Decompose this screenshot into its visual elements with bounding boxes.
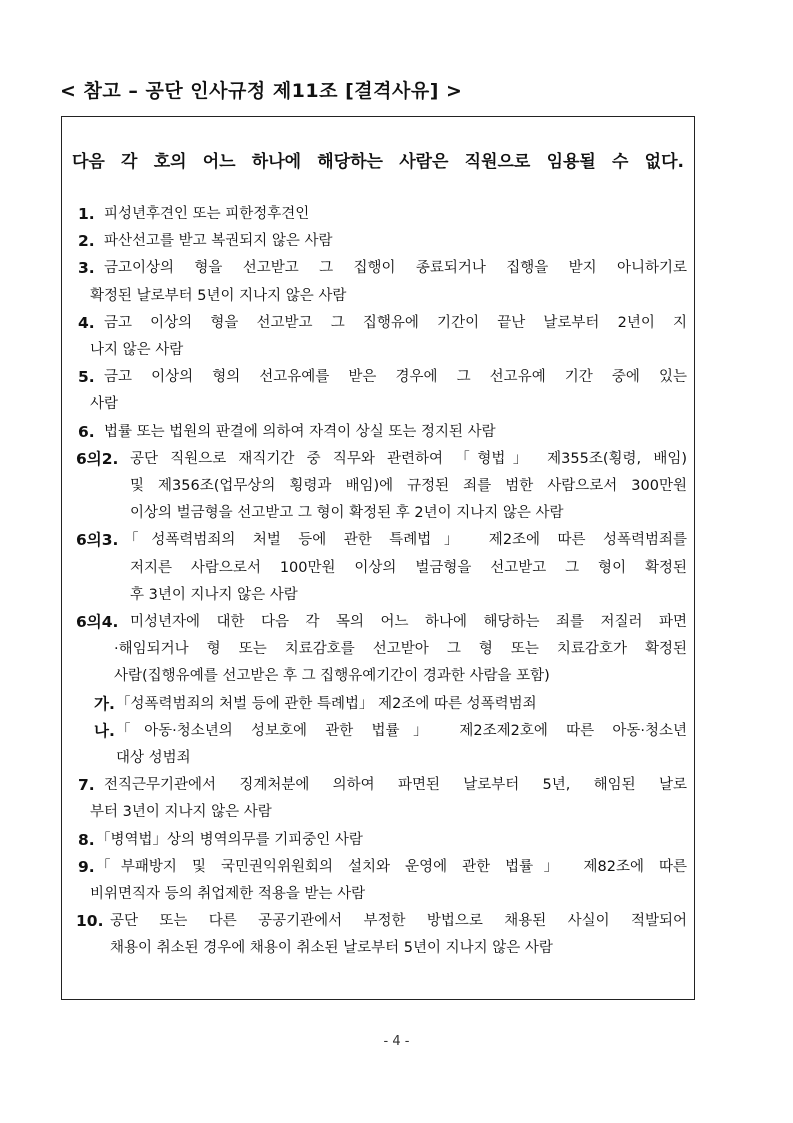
item-number: 10. [76,912,104,931]
item-text-line: 대상 성범죄 [116,750,191,767]
item-text-line: 금고 이상의 형의 선고유예를 받은 경우에 그 선고유예 기간 중에 있는 [104,369,687,386]
list-item [62,908,696,962]
item-text-line: 「부패방지 및 국민권익위원회의 설치와 운영에 관한 법률」 제82조에 따른 [96,858,687,875]
item-text-line: 확정된 날로부터 5년이 지나지 않은 사람 [90,287,347,304]
item-text-line: 금고이상의 형을 선고받고 그 집행이 종료되거나 집행을 받지 아니하기로 [104,260,687,277]
list-item [62,419,696,446]
item-text-line: ·해임되거나 형 또는 치료감호를 선고받아 그 형 또는 치료감호가 확정된 [114,641,687,658]
list-item [62,255,696,309]
item-number: 6의4. [76,613,119,632]
item-number: 9. [78,857,95,876]
item-number: 6의3. [76,531,119,550]
intro-text: 다음 각 호의 어느 하나에 해당하는 사람은 직원으로 임용될 수 없다. [72,152,684,172]
item-number: 6의2. [76,449,119,468]
item-number: 8. [78,830,95,849]
list-item [62,691,696,718]
item-list [62,201,696,963]
item-text-line: 공단 또는 다른 공공기관에서 부정한 방법으로 채용된 사실이 적발되어 [110,913,687,930]
item-number: 3. [78,259,95,278]
item-number: 5. [78,368,95,387]
item-number: 2. [78,232,95,251]
item-text-line: 비위면직자 등의 취업제한 적용을 받는 사람 [90,886,366,903]
item-text-line: 「병역법」상의 병역의무를 기피중인 사람 [96,831,363,848]
item-text-line: 후 3년이 지나지 않은 사람 [130,586,298,603]
item-number: 가. [94,694,115,713]
list-item [62,772,696,826]
item-number: 7. [78,776,95,795]
item-text-line: 및 제356조(업무상의 횡령과 배임)에 규정된 죄를 범한 사람으로서 300만원 [130,478,687,495]
list-item [62,310,696,364]
item-text-line: 금고 이상의 형을 선고받고 그 집행유에 기간이 끝난 날로부터 2년이 지 [104,314,687,331]
item-number: 1. [78,205,95,223]
list-item [62,827,696,854]
item-number: 6. [78,422,95,441]
list-item [62,228,696,255]
item-text-line: 채용이 취소된 경우에 채용이 취소된 날로부터 5년이 지나지 않은 사람 [110,940,553,957]
item-text-line: 「성폭력범죄의 처벌 등에 관한 특례법」 제2조에 따른 성폭력범죄를 [124,532,687,549]
item-text-line: 나지 않은 사람 [90,342,184,359]
item-number: 나. [94,721,115,740]
item-text-line: 사람 [90,396,119,413]
list-item [62,201,696,228]
list-item [62,718,696,772]
list-item [62,364,696,418]
item-text-line: 저지른 사람으로서 100만원 이상의 벌금형을 선고받고 그 형이 확정된 [130,559,687,576]
item-text-line: 사람(집행유예를 선고받은 후 그 집행유예기간이 경과한 사람을 포함) [114,668,550,685]
item-text-line: 「성폭력범죄의 처벌 등에 관한 특례법」 제2조에 따른 성폭력범죄 [116,695,537,712]
item-text-line: 공단 직원으로 재직기간 중 직무와 관련하여 「형법」 제355조(횡령, 배임) [130,450,687,467]
item-text-line: 미성년자에 대한 다음 각 목의 어느 하나에 해당하는 죄를 저질러 파면 [130,614,687,631]
list-item [62,854,696,908]
item-text-line: 파산선고를 받고 복권되지 않은 사람 [104,233,333,250]
page-title: < 참고 – 공단 인사규정 제11조 [결격사유] > [60,80,463,102]
item-text-line: 전직근무기관에서 징계처분에 의하여 파면된 날로부터 5년, 해임된 날로 [104,777,687,794]
list-item [62,446,696,528]
item-text-line: 부터 3년이 지나지 않은 사람 [90,804,272,821]
item-text-line: 법률 또는 법원의 판결에 의하여 자격이 상실 또는 정지된 사람 [104,423,496,440]
item-text-line: 「아동·청소년의 성보호에 관한 법률」 제2조제2호에 따른 아동·청소년 [116,722,687,739]
regulation-box [61,116,695,1000]
item-text-line: 피성년후견인 또는 피한정후견인 [104,206,310,222]
page-number: - 4 - [383,1034,410,1049]
list-item [62,609,696,691]
item-text-line: 이상의 벌금형을 선고받고 그 형이 확정된 후 2년이 지나지 않은 사람 [130,505,564,522]
list-item [62,527,696,609]
item-number: 4. [78,313,95,332]
